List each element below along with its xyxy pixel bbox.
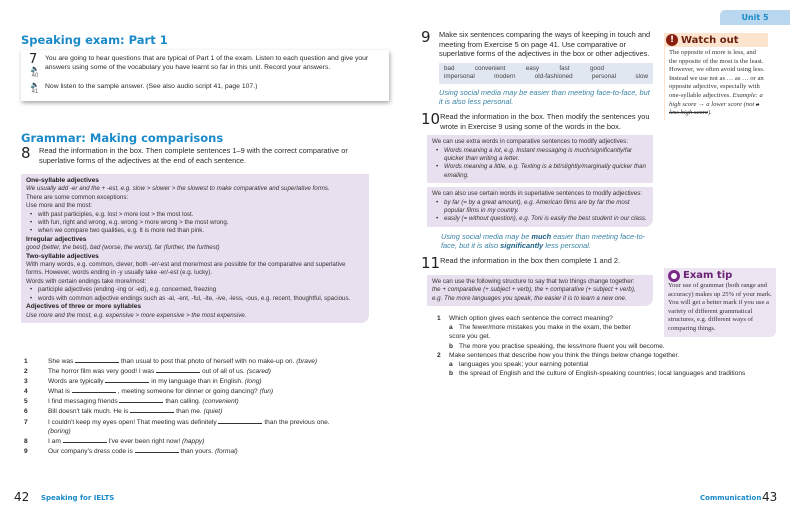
unit-title-footer: Communication (700, 494, 762, 502)
example-text: easier than meeting face-to-face, but it is also (441, 231, 646, 251)
question-number: 2 (437, 351, 441, 359)
sentence-item (24, 356, 366, 366)
watch-out-strikethrough: a less high score (669, 100, 760, 117)
answer-blank[interactable] (105, 376, 149, 383)
sentence-end: than calling. (165, 398, 201, 406)
exercise-9-example: Using social media may be easier than meeting face-to-face, but it is also less personal. (439, 87, 650, 107)
option-text: The more you practise speaking, the less/more fluent you will become. (459, 342, 665, 350)
sentence-adjective: (fun) (259, 388, 274, 396)
exercise-11-number: 11 (421, 254, 441, 272)
sentence-start: Our company's dress code is (48, 447, 133, 455)
audio-track-number: 40 (31, 73, 39, 79)
word: good (589, 64, 604, 72)
word: slow (635, 73, 648, 81)
exercise-7-markers (29, 54, 45, 79)
audio-track-number: 41 (31, 89, 39, 95)
sentence-end: in my language than in English. (151, 378, 243, 386)
sentence-item (24, 386, 366, 396)
exam-tip-box (664, 268, 776, 337)
answer-blank[interactable] (135, 446, 179, 453)
sentence-adjective: (formal) (214, 447, 238, 455)
box-intro: We can also use certain words in superlative sentences to modify adjectives: (432, 190, 643, 198)
grammar-info-box (21, 174, 369, 323)
option-letter: b (449, 369, 454, 377)
watch-out-box (664, 33, 768, 120)
word: bad (444, 64, 455, 72)
sentence-adjective: (long) (244, 378, 262, 386)
superlative-modifiers-box (427, 187, 653, 227)
adjective-word-box (439, 63, 653, 84)
two-syllable-list (26, 286, 364, 303)
list-item: • Words meaning a little, e.g. Texting is a bit/slightly/marginally quicker than emailing. (444, 163, 648, 180)
exercise-7-text-2: Now listen to the sample answer. (See also audio script 41, page 107.) (45, 83, 258, 90)
sentence-start: The horror film was very good! I was (48, 368, 155, 376)
sentence-adjective: (convenient) (202, 398, 239, 406)
sentence-adjective: (brave) (296, 358, 318, 365)
question-number: 1 (437, 315, 441, 323)
box-line: e.g. The more languages you speak, the easier it is to learn a new one. (432, 294, 627, 302)
comparative-modifiers-list (432, 147, 648, 181)
exercise-9-row (421, 30, 653, 59)
exercise-8-instruction: Read the information in the box. Then complete sentences 1–9 with the correct comparative or superlative forms of the adjectives at the end of each sentence. (39, 146, 348, 165)
book-title-footer: Speaking for IELTS (41, 494, 115, 502)
sentence-adjective: (boring) (48, 427, 71, 435)
one-syllable-exceptions: There are some common exceptions: (26, 193, 129, 201)
exercise-7-line-1 (29, 54, 383, 79)
sentence-end: than yours. (180, 447, 214, 455)
exercise-7-markers-2 (29, 82, 45, 95)
example-text: Using social media may be (441, 231, 532, 241)
two-syllable-endings: Words with certain endings take more/most: (26, 277, 147, 285)
word: easy (525, 64, 540, 72)
one-syllable-more-most: Use more and the most: (26, 202, 93, 210)
irregular-title: Irregular adjectives (26, 235, 87, 243)
answer-blank[interactable] (75, 356, 119, 363)
option-letter: a (449, 360, 453, 368)
word-row-1 (444, 65, 604, 74)
sentence-item (24, 396, 366, 406)
watch-out-example: Example: a high score → a lower score (not (669, 91, 763, 108)
sentence-start: I am (48, 437, 61, 445)
list-item: • when we compare two qualities, e.g. It is more red than pink. (38, 227, 364, 235)
sentence-number: 7 (24, 418, 28, 426)
question-1a (437, 323, 639, 341)
sentence-adjective: (happy) (182, 437, 205, 445)
exercise-10-instruction: Read the information in the box. Then modify the sentences you wrote in Exercise 9 using some of the words in the box. (440, 111, 650, 131)
watch-out-header (664, 33, 768, 47)
sentence-item (24, 376, 366, 386)
exercise-10-number: 10 (421, 109, 441, 128)
sentence-start: I find messaging friends (48, 398, 118, 406)
word: modern (494, 73, 516, 81)
exercise-7-number: 7 (29, 52, 38, 67)
one-syllable-rule: We usually add -er and the + -est, e.g. slow > slower > the slowest to make comparative and superlative forms. (26, 185, 330, 193)
sentence-number: 5 (24, 398, 28, 406)
exam-tip-icon (668, 270, 680, 282)
list-item: • participle adjectives (ending -ing or -ed), e.g. concerned, freezing (38, 286, 364, 294)
exclamation-icon: ! (666, 34, 678, 46)
sentence-adjective: (scared) (246, 368, 271, 376)
sentence-start: Bill doesn't talk much. He is (48, 408, 129, 416)
page-number-right: 43 (762, 490, 778, 504)
unit-tab: Unit 5 (720, 10, 790, 25)
sentence-end: I've ever been right now! (108, 437, 181, 445)
page-number-left: 42 (14, 490, 30, 504)
exercise-7-box (21, 50, 389, 101)
option-letter: a (449, 324, 453, 332)
question-2a (437, 360, 789, 369)
answer-blank[interactable] (156, 366, 200, 373)
two-syllable-rule: With many words, e.g. common, clever, both -er/-est and more/most are possible for the comparative and superlative forms. However, words ending in -y usually take -er/-est (e.g. lucky). (26, 261, 346, 277)
sentence-item (24, 446, 366, 456)
exercise-8-row (21, 146, 361, 165)
watch-out-body (664, 47, 768, 120)
word: old-fashioned (534, 73, 573, 81)
word: personal (591, 73, 617, 81)
question-1b (437, 342, 789, 351)
exam-tip-header (668, 270, 772, 282)
sentence-number: 1 (24, 358, 28, 365)
word: convenient (474, 64, 506, 72)
answer-blank[interactable] (130, 406, 174, 413)
sentence-start: What is (48, 388, 70, 396)
sentence-number: 4 (24, 388, 28, 396)
exercise-11-row (421, 256, 653, 271)
answer-blank[interactable] (119, 396, 163, 403)
exercise-10-row (421, 109, 653, 131)
box-intro: We can use extra words in comparative sentences to modify adjectives: (432, 138, 628, 146)
list-item: • words with common adjective endings such as -al, -ent, -ful, -ite, -ive, -less, -ous, e.g. recent, thoughtful, spacious. (38, 295, 364, 303)
list-item: • with past participles, e.g. lost > more lost > the most lost. (38, 211, 364, 219)
sentence-number: 8 (24, 437, 28, 445)
exercise-9-instruction: Make six sentences comparing the ways of keeping in touch and meeting from Exercise 5 on page 41. Use comparative or superlative forms of the adjectives in the box or other adjectives. (439, 30, 651, 59)
box-line: We can use the following structure to say that two things change together: (432, 278, 635, 285)
sentence-end: , meeting someone for dinner or going dancing? (117, 388, 258, 396)
sentence-item (24, 436, 366, 446)
exam-tip-body: Your use of grammar (both range and accuracy) makes up 25% of your mark. You will get a better mark if you use a variety of different grammatical structures, e.g. different ways of comparing things. (668, 282, 772, 332)
exam-tip-title: Exam tip (683, 269, 733, 281)
sentence-number: 2 (24, 368, 28, 376)
watch-out-example-end: ). (707, 109, 712, 117)
sentence-adjective: (quiet) (203, 408, 223, 416)
option-text: The fewer/more mistakes you make in the exam, the better score you get. (449, 324, 631, 341)
exercise-7-text: You are going to hear questions that are typical of Part 1 of the exam. Listen to each question and give your answers using some of the vocabulary you have learnt so far in this unit. Record your answers. (45, 55, 369, 71)
answer-blank[interactable] (72, 386, 116, 393)
question-2b (437, 369, 789, 378)
three-syllable-text: Use more and the most, e.g. expensive > more expensive > the most expensive. (26, 311, 247, 319)
sentence-number: 3 (24, 378, 28, 386)
sentence-end: than usual to post that photo of herself with no make-up on. (120, 358, 295, 365)
speaker-icon: 🔈 (30, 66, 40, 73)
watch-out-text: The opposite of more is less, and the opposite of the most is the least. However, we often avoid using less. Instead we use not as … as … or an opposite adjective, especially with one-syllable adjectives. (669, 49, 765, 99)
option-text: languages you speak; your earning potential (459, 360, 589, 368)
sentence-item (24, 366, 366, 376)
sentence-item (24, 406, 366, 416)
speaking-heading: Speaking exam: Part 1 (21, 33, 168, 47)
change-together-box (427, 275, 653, 306)
question-text: Which option gives each sentence the correct meaning? (449, 315, 613, 323)
word: impersonal (444, 73, 475, 81)
comparative-modifiers-box (427, 135, 653, 183)
sentence-end: than me. (176, 408, 202, 416)
example-bold: much (531, 231, 552, 241)
sentence-end: out of all of us. (201, 368, 245, 376)
one-syllable-title: One-syllable adjectives (26, 177, 99, 184)
word: fast (559, 64, 570, 72)
sentence-start: Words are typically (48, 378, 104, 386)
exercise-7-line-2 (29, 82, 383, 95)
audio-track-41[interactable] (29, 82, 41, 95)
exercise-9-number: 9 (421, 28, 431, 46)
sentence-start: I couldn't keep my eyes open! That meeting was definitely (48, 418, 217, 426)
sentence-item (24, 417, 348, 436)
exercise-11-instruction: Read the information in the box then complete 1 and 2. (440, 256, 621, 265)
question-text: Make sentences that describe how you think the things below change together. (449, 351, 680, 359)
watch-out-title: Watch out (681, 34, 739, 46)
box-line: the + comparative (+ subject + verb), the + comparative (+ subject + verb), (432, 286, 636, 294)
exercise-10-example (441, 232, 653, 251)
sentence-number: 6 (24, 408, 28, 416)
option-text: the spread of English and the culture of English-speaking countries; local languages and traditions (459, 369, 746, 377)
sentence-number: 9 (24, 447, 28, 455)
option-letter: b (449, 342, 454, 350)
two-syllable-title: Two-syllable adjectives (26, 252, 99, 260)
sentence-start: She was (48, 358, 74, 365)
example-text: less personal. (543, 241, 591, 251)
audio-track-40[interactable] (29, 66, 41, 79)
sentence-list (24, 356, 366, 456)
one-syllable-list (26, 211, 364, 236)
answer-blank[interactable] (63, 436, 107, 443)
word-row-2 (444, 73, 648, 82)
sentence-end: than the previous one. (264, 418, 330, 426)
exercise-8-number: 8 (21, 144, 31, 162)
answer-blank[interactable] (218, 417, 262, 424)
question-2 (437, 351, 789, 360)
list-item: • easily (= without question), e.g. Toni is easily the best student in our class. (444, 215, 648, 223)
three-syllable-title: Adjectives of three or more syllables (26, 303, 142, 311)
grammar-heading: Grammar: Making comparisons (21, 131, 224, 145)
list-item: • Words meaning a lot, e.g. Instant messaging is much/significantly/far quicker than writing a letter. (444, 147, 648, 164)
example-bold: significantly (500, 241, 544, 251)
list-item: • by far (= by a great amount), e.g. American films are by far the most popular films in my country. (444, 199, 648, 216)
list-item: • with fun, right and wrong, e.g. wrong > more wrong > the most wrong. (38, 219, 364, 227)
irregular-text: good (better, the best), bad (worse, the worst), far (further, the furthest) (26, 244, 220, 252)
superlative-modifiers-list (432, 199, 648, 224)
speaker-icon: 🔈 (30, 82, 40, 89)
